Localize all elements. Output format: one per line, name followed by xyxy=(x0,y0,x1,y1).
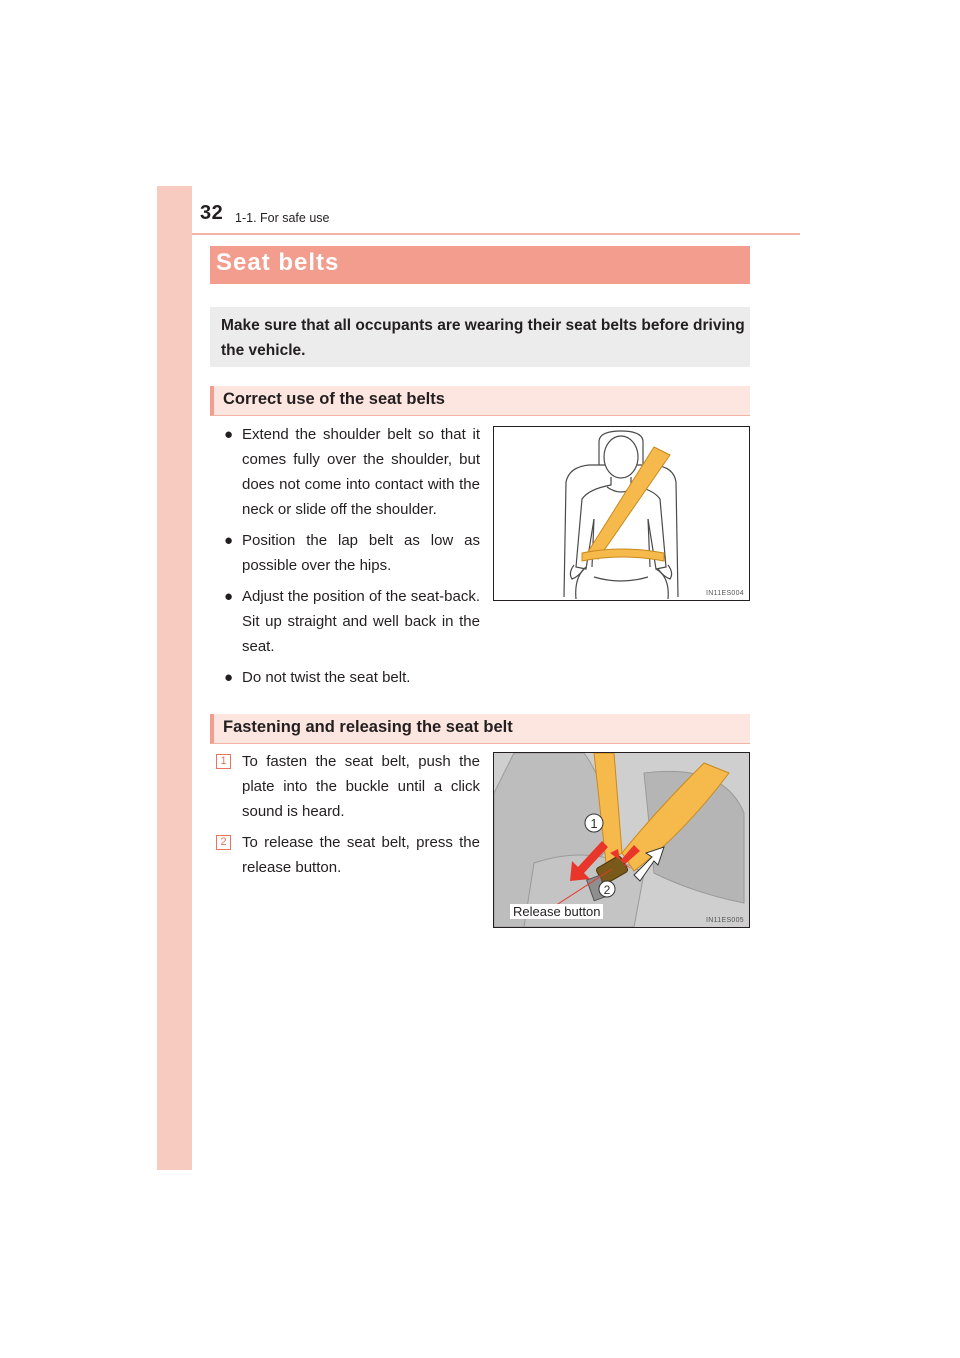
list-item xyxy=(224,665,480,690)
bullet-icon: ● xyxy=(224,588,234,605)
step-text: To fasten the seat belt, push the plate into the buckle until a click sound is heard. xyxy=(242,753,480,820)
callout-1: 1 xyxy=(590,816,598,831)
fastening-heading-text: Fastening and releasing the seat belt xyxy=(223,718,513,736)
fastening-heading xyxy=(210,714,750,744)
step-number: 1 xyxy=(216,754,231,769)
bullet-text: Extend the shoulder belt so that it comes fully over the shoulder, but does not come into contact with the neck or slide off the shoulder. xyxy=(242,426,480,518)
seated-occupant-figure xyxy=(493,426,750,601)
seated-occupant-illustration xyxy=(494,427,749,600)
bullet-text: Do not twist the seat belt. xyxy=(242,669,411,686)
bullet-text: Adjust the position of the seat-back. Sit up straight and well back in the seat. xyxy=(242,588,480,655)
buckle-figure xyxy=(493,752,750,928)
buckle-illustration xyxy=(494,753,749,927)
fastening-steps xyxy=(216,749,480,886)
correct-use-list xyxy=(224,422,480,696)
bullet-icon: ● xyxy=(224,426,234,443)
list-item xyxy=(216,830,480,880)
list-item xyxy=(224,528,480,578)
correct-use-heading-text: Correct use of the seat belts xyxy=(223,390,445,408)
section-breadcrumb: 1-1. For safe use xyxy=(235,211,330,225)
header-rule xyxy=(192,233,800,235)
release-button-label: Release button xyxy=(510,904,603,919)
intro-box xyxy=(210,307,750,367)
bullet-text: Position the lap belt as low as possible over the hips. xyxy=(242,532,480,574)
intro-text: Make sure that all occupants are wearing their seat belts before driving the vehicle. xyxy=(221,317,745,359)
side-band xyxy=(157,186,192,1170)
list-item xyxy=(224,422,480,522)
list-item xyxy=(216,749,480,824)
list-item xyxy=(224,584,480,659)
step-number: 2 xyxy=(216,835,231,850)
figure-code: IN11ES004 xyxy=(706,590,744,597)
callout-2: 2 xyxy=(603,883,611,897)
lap-belt xyxy=(582,549,664,561)
bullet-icon: ● xyxy=(224,669,234,686)
page-title: Seat belts xyxy=(216,249,340,276)
figure-code: IN11ES005 xyxy=(706,917,744,924)
step-text: To release the seat belt, press the release button. xyxy=(242,834,480,876)
page-number: 32 xyxy=(200,202,224,224)
page-title-bar xyxy=(210,246,750,284)
correct-use-heading xyxy=(210,386,750,416)
bullet-icon: ● xyxy=(224,532,234,549)
